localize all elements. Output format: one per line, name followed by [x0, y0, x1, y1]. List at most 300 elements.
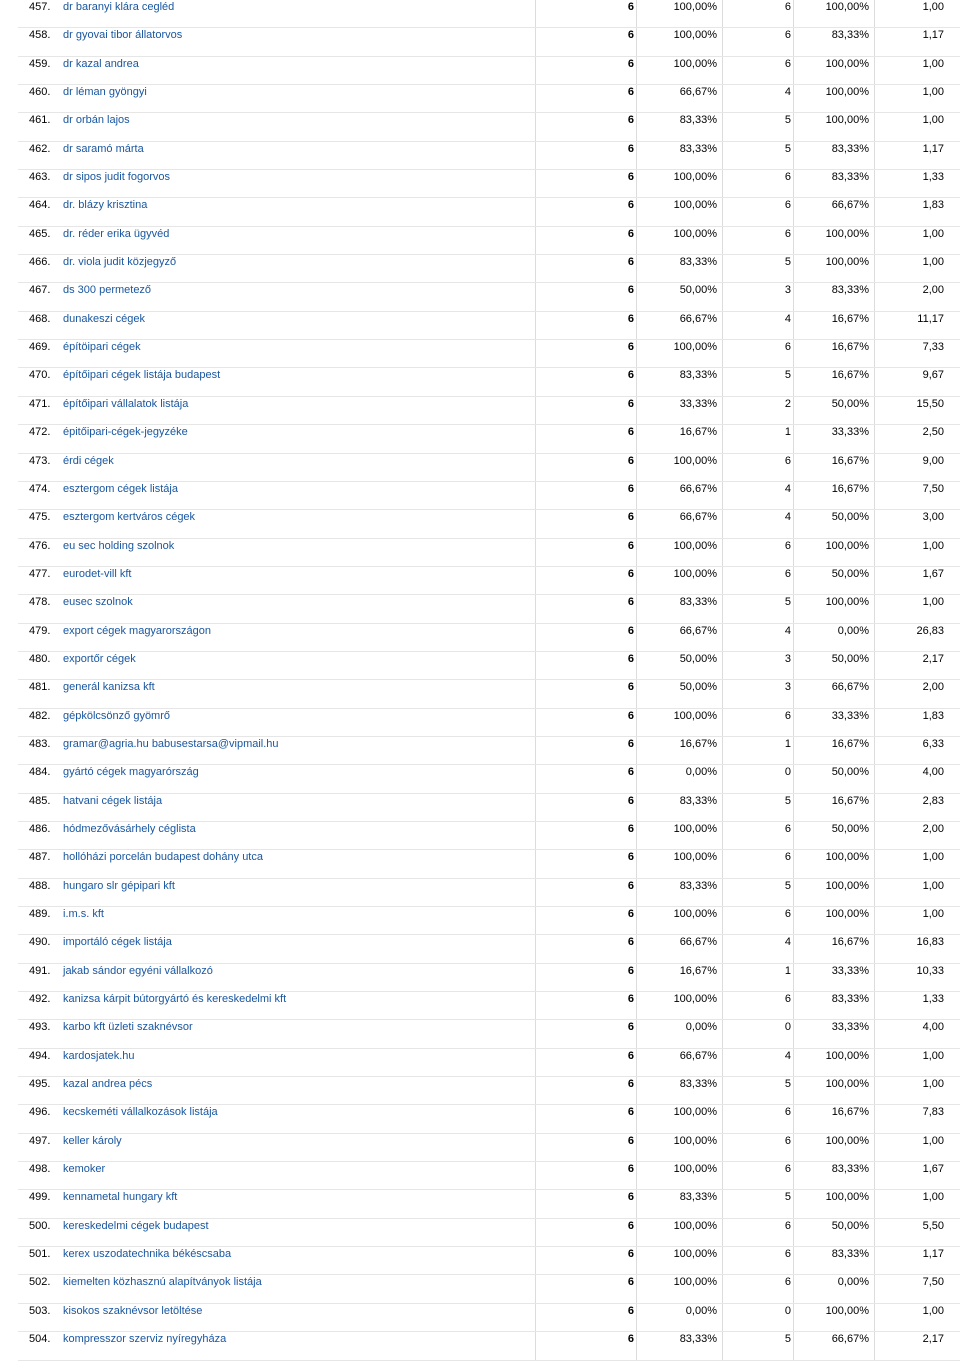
table-row — [18, 765, 960, 793]
keyword-link[interactable]: kanizsa kárpit bútorgyártó és kereskedelmi kft — [63, 993, 287, 1006]
keyword-link[interactable]: keller károly — [63, 1134, 122, 1147]
percent-1: 100,00% — [673, 1248, 717, 1261]
keyword-link[interactable]: esztergom kertváros cégek — [63, 511, 196, 524]
table-row — [18, 283, 960, 311]
table-row — [18, 1020, 960, 1048]
count-1-cell — [536, 850, 636, 877]
keyword-link-cell — [61, 1162, 536, 1189]
count-2: 4 — [784, 1049, 791, 1062]
percent-2: 83,33% — [831, 142, 869, 155]
table-row — [18, 397, 960, 425]
keyword-link[interactable]: gramar@agria.hu babusestarsa@vipmail.hu — [63, 737, 279, 750]
keyword-link-cell — [61, 454, 536, 481]
keyword-link[interactable]: ds 300 permetező — [63, 284, 152, 297]
keyword-link[interactable]: gyártó cégek magyarórszág — [63, 766, 199, 779]
value-cell — [875, 1190, 960, 1217]
count-1: 6 — [627, 1304, 634, 1317]
row-number: 473. — [29, 454, 51, 467]
value-cell — [875, 624, 960, 651]
count-1: 6 — [627, 1219, 634, 1232]
percent-2: 100,00% — [825, 1, 869, 13]
keyword-link-cell — [61, 624, 536, 651]
keyword-link[interactable]: kiemelten közhasznú alapítványok listája — [63, 1276, 262, 1289]
percent-1-cell — [636, 595, 723, 622]
keyword-link-cell — [61, 510, 536, 537]
count-1-cell — [536, 879, 636, 906]
keyword-link[interactable]: kisokos szaknévsor letöltése — [63, 1304, 203, 1317]
percent-2-cell — [793, 1332, 875, 1359]
percent-1: 100,00% — [673, 567, 717, 580]
count-1: 6 — [627, 936, 634, 949]
count-1-cell — [536, 1275, 636, 1302]
keyword-link[interactable]: érdi cégek — [63, 454, 114, 467]
keyword-stats-table — [18, 0, 960, 1361]
value: 1,17 — [922, 1248, 944, 1261]
keyword-link-cell — [61, 964, 536, 991]
percent-2-cell — [793, 340, 875, 367]
keyword-link[interactable]: kecskeméti vállalkozások listája — [63, 1106, 218, 1119]
value-cell — [875, 709, 960, 736]
percent-2: 33,33% — [831, 964, 869, 977]
row-number-cell — [18, 0, 61, 27]
keyword-link[interactable]: kemoker — [63, 1163, 106, 1176]
keyword-link[interactable]: építöipari cégek — [63, 341, 141, 354]
count-2: 6 — [784, 539, 791, 552]
percent-2: 66,67% — [831, 199, 869, 212]
table-row — [18, 794, 960, 822]
count-1-cell — [536, 510, 636, 537]
keyword-link[interactable]: dr kazal andrea — [63, 57, 139, 70]
row-number: 488. — [29, 879, 51, 892]
count-2-cell — [723, 567, 793, 594]
row-number: 468. — [29, 312, 51, 325]
value: 7,33 — [922, 341, 944, 354]
count-1-cell — [536, 28, 636, 55]
keyword-link[interactable]: kardosjatek.hu — [63, 1049, 135, 1062]
percent-2-cell — [793, 992, 875, 1019]
table-row — [18, 227, 960, 255]
keyword-link[interactable]: építőipari cégek listája budapest — [63, 369, 221, 382]
count-1-cell — [536, 454, 636, 481]
count-1-cell — [536, 198, 636, 225]
table-row — [18, 510, 960, 538]
row-number: 485. — [29, 794, 51, 807]
value: 2,83 — [922, 794, 944, 807]
value-cell — [875, 1304, 960, 1331]
percent-1-cell — [636, 198, 723, 225]
keyword-link[interactable]: dr orbán lajos — [63, 114, 130, 127]
count-2-cell — [723, 1162, 793, 1189]
percent-1-cell — [636, 737, 723, 764]
percent-2-cell — [793, 312, 875, 339]
count-2-cell — [723, 1190, 793, 1217]
table-row — [18, 255, 960, 283]
keyword-link[interactable]: generál kanizsa kft — [63, 681, 155, 694]
value-cell — [875, 1332, 960, 1359]
keyword-link[interactable]: eurodet-vill kft — [63, 567, 132, 580]
row-number: 496. — [29, 1106, 51, 1119]
value-cell — [875, 283, 960, 310]
count-2: 5 — [784, 794, 791, 807]
value-cell — [875, 737, 960, 764]
count-2-cell — [723, 312, 793, 339]
row-number: 457. — [29, 1, 51, 13]
row-number-cell — [18, 680, 61, 707]
row-number-cell — [18, 1105, 61, 1132]
count-2: 6 — [784, 993, 791, 1006]
percent-1: 16,67% — [679, 426, 717, 439]
count-1-cell — [536, 85, 636, 112]
row-number-cell — [18, 1020, 61, 1047]
percent-2-cell — [793, 1105, 875, 1132]
keyword-link-cell — [61, 312, 536, 339]
count-1: 6 — [627, 822, 634, 835]
count-2: 5 — [784, 1191, 791, 1204]
percent-2-cell — [793, 113, 875, 140]
keyword-link-cell — [61, 1190, 536, 1217]
value-cell — [875, 879, 960, 906]
percent-2: 50,00% — [831, 1219, 869, 1232]
keyword-link-cell — [61, 1247, 536, 1274]
percent-1-cell — [636, 964, 723, 991]
count-2-cell — [723, 368, 793, 395]
row-number-cell — [18, 595, 61, 622]
keyword-link[interactable]: kazal andrea pécs — [63, 1078, 153, 1091]
keyword-link[interactable]: esztergom cégek listája — [63, 482, 178, 495]
row-number: 476. — [29, 539, 51, 552]
count-2: 5 — [784, 114, 791, 127]
value: 1,83 — [922, 709, 944, 722]
percent-1-cell — [636, 1304, 723, 1331]
value: 15,50 — [916, 397, 944, 410]
value-cell — [875, 142, 960, 169]
count-1-cell — [536, 1049, 636, 1076]
keyword-link-cell — [61, 425, 536, 452]
keyword-link-cell — [61, 368, 536, 395]
keyword-link[interactable]: dr saramó márta — [63, 142, 144, 155]
percent-1-cell — [636, 454, 723, 481]
percent-1: 66,67% — [679, 482, 717, 495]
value-cell — [875, 794, 960, 821]
count-1-cell — [536, 624, 636, 651]
value: 9,00 — [922, 454, 944, 467]
keyword-link[interactable]: export cégek magyarországon — [63, 624, 211, 637]
value-cell — [875, 1105, 960, 1132]
value: 1,00 — [922, 596, 944, 609]
row-number: 497. — [29, 1134, 51, 1147]
count-2-cell — [723, 1247, 793, 1274]
count-2-cell — [723, 142, 793, 169]
count-1-cell — [536, 57, 636, 84]
percent-1-cell — [636, 397, 723, 424]
count-2: 6 — [784, 709, 791, 722]
percent-2: 16,67% — [831, 482, 869, 495]
row-number: 474. — [29, 482, 51, 495]
percent-2: 16,67% — [831, 312, 869, 325]
row-number-cell — [18, 765, 61, 792]
keyword-link[interactable]: dr gyovai tibor állatorvos — [63, 29, 183, 42]
row-number: 501. — [29, 1248, 51, 1261]
keyword-link-cell — [61, 1219, 536, 1246]
count-1-cell — [536, 312, 636, 339]
table-row — [18, 595, 960, 623]
row-number: 479. — [29, 624, 51, 637]
value: 2,17 — [922, 1333, 944, 1346]
keyword-link[interactable]: hódmezővásárhely céglista — [63, 822, 196, 835]
keyword-link-cell — [61, 1304, 536, 1331]
percent-2: 100,00% — [825, 1049, 869, 1062]
keyword-link[interactable]: kompresszor szerviz nyíregyháza — [63, 1333, 227, 1346]
count-2: 6 — [784, 1276, 791, 1289]
keyword-link-cell — [61, 1049, 536, 1076]
keyword-link[interactable]: exportőr cégek — [63, 652, 136, 665]
percent-1: 100,00% — [673, 171, 717, 184]
keyword-link[interactable]: épitőipari-cégek-jegyzéke — [63, 426, 188, 439]
keyword-link[interactable]: dr sipos judit fogorvos — [63, 171, 170, 184]
keyword-link[interactable]: jakab sándor egyéni vállalkozó — [63, 964, 213, 977]
row-number: 498. — [29, 1163, 51, 1176]
count-1-cell — [536, 567, 636, 594]
percent-1: 100,00% — [673, 1219, 717, 1232]
keyword-link-cell — [61, 652, 536, 679]
percent-1: 83,33% — [679, 142, 717, 155]
keyword-link[interactable]: dr léman gyöngyi — [63, 86, 147, 99]
percent-1-cell — [636, 368, 723, 395]
row-number-cell — [18, 737, 61, 764]
count-2-cell — [723, 907, 793, 934]
keyword-link[interactable]: gépkölcsönző gyömrő — [63, 709, 171, 722]
keyword-link[interactable]: kennametal hungary kft — [63, 1191, 178, 1204]
percent-2: 100,00% — [825, 879, 869, 892]
table-row — [18, 709, 960, 737]
value: 16,83 — [916, 936, 944, 949]
count-1: 6 — [627, 284, 634, 297]
keyword-link[interactable]: importáló cégek listája — [63, 936, 172, 949]
percent-1: 100,00% — [673, 341, 717, 354]
percent-2: 83,33% — [831, 993, 869, 1006]
percent-1-cell — [636, 340, 723, 367]
count-1: 6 — [627, 737, 634, 750]
count-2-cell — [723, 765, 793, 792]
value-cell — [875, 425, 960, 452]
row-number-cell — [18, 1275, 61, 1302]
percent-2-cell — [793, 964, 875, 991]
count-1-cell — [536, 964, 636, 991]
percent-2-cell — [793, 255, 875, 282]
value-cell — [875, 1219, 960, 1246]
keyword-link[interactable]: hungaro slr gépipari kft — [63, 879, 175, 892]
count-2-cell — [723, 0, 793, 27]
count-1: 6 — [627, 341, 634, 354]
percent-2-cell — [793, 850, 875, 877]
count-1: 6 — [627, 652, 634, 665]
count-1-cell — [536, 425, 636, 452]
count-1-cell — [536, 737, 636, 764]
count-2-cell — [723, 935, 793, 962]
value: 7,83 — [922, 1106, 944, 1119]
count-2: 1 — [784, 737, 791, 750]
count-1: 6 — [627, 511, 634, 524]
count-2-cell — [723, 595, 793, 622]
row-number: 494. — [29, 1049, 51, 1062]
percent-2: 100,00% — [825, 908, 869, 920]
keyword-link[interactable]: eu sec holding szolnok — [63, 539, 175, 552]
count-1-cell — [536, 992, 636, 1019]
keyword-link[interactable]: dr. réder erika ügyvéd — [63, 227, 170, 240]
value: 11,17 — [917, 312, 944, 325]
keyword-link[interactable]: karbo kft üzleti szaknévsor — [63, 1021, 193, 1034]
row-number: 472. — [29, 426, 51, 439]
row-number: 503. — [29, 1304, 51, 1317]
value: 1,00 — [922, 539, 944, 552]
count-2-cell — [723, 624, 793, 651]
count-1-cell — [536, 1134, 636, 1161]
count-2-cell — [723, 850, 793, 877]
count-1-cell — [536, 1247, 636, 1274]
count-1: 6 — [627, 227, 634, 240]
value: 1,00 — [922, 1049, 944, 1062]
percent-2: 83,33% — [831, 29, 869, 42]
row-number: 490. — [29, 936, 51, 949]
percent-2-cell — [793, 198, 875, 225]
keyword-link[interactable]: hollóházi porcelán budapest dohány utca — [63, 851, 263, 864]
count-2-cell — [723, 397, 793, 424]
row-number: 478. — [29, 596, 51, 609]
count-1: 6 — [627, 199, 634, 212]
percent-1: 100,00% — [673, 1106, 717, 1119]
percent-2: 16,67% — [831, 794, 869, 807]
row-number-cell — [18, 1162, 61, 1189]
percent-1-cell — [636, 283, 723, 310]
percent-1-cell — [636, 680, 723, 707]
count-2: 4 — [784, 624, 791, 637]
percent-1-cell — [636, 85, 723, 112]
count-1-cell — [536, 907, 636, 934]
value-cell — [875, 170, 960, 197]
percent-1: 100,00% — [673, 1134, 717, 1147]
keyword-link-cell — [61, 1020, 536, 1047]
percent-1: 100,00% — [673, 993, 717, 1006]
percent-1-cell — [636, 142, 723, 169]
value-cell — [875, 850, 960, 877]
keyword-link[interactable]: kereskedelmi cégek budapest — [63, 1219, 209, 1232]
count-2-cell — [723, 737, 793, 764]
percent-1-cell — [636, 1332, 723, 1359]
row-number-cell — [18, 964, 61, 991]
count-2: 0 — [784, 766, 791, 779]
count-1-cell — [536, 1105, 636, 1132]
table-row — [18, 624, 960, 652]
count-2: 6 — [784, 1134, 791, 1147]
percent-2: 100,00% — [825, 114, 869, 127]
count-1: 6 — [627, 142, 634, 155]
keyword-link[interactable]: építőipari vállalatok listája — [63, 397, 189, 410]
keyword-link[interactable]: dunakeszi cégek — [63, 312, 145, 325]
percent-1-cell — [636, 1134, 723, 1161]
count-2: 5 — [784, 596, 791, 609]
percent-1-cell — [636, 1049, 723, 1076]
keyword-link-cell — [61, 85, 536, 112]
table-row — [18, 425, 960, 453]
percent-2: 100,00% — [825, 1134, 869, 1147]
count-2-cell — [723, 992, 793, 1019]
value-cell — [875, 964, 960, 991]
percent-2: 100,00% — [825, 86, 869, 99]
count-2-cell — [723, 283, 793, 310]
keyword-link[interactable]: dr. blázy krisztina — [63, 199, 148, 212]
percent-1: 66,67% — [679, 936, 717, 949]
percent-2-cell — [793, 567, 875, 594]
row-number-cell — [18, 397, 61, 424]
row-number-cell — [18, 1134, 61, 1161]
keyword-link-cell — [61, 680, 536, 707]
row-number: 484. — [29, 766, 51, 779]
count-2-cell — [723, 1332, 793, 1359]
value: 1,00 — [922, 1078, 944, 1091]
count-1-cell — [536, 1219, 636, 1246]
count-2: 3 — [784, 652, 791, 665]
keyword-link[interactable]: hatvani cégek listája — [63, 794, 163, 807]
percent-1-cell — [636, 1247, 723, 1274]
percent-1-cell — [636, 1105, 723, 1132]
count-1-cell — [536, 0, 636, 27]
count-2: 3 — [784, 681, 791, 694]
value: 2,17 — [922, 652, 944, 665]
count-1: 6 — [627, 397, 634, 410]
keyword-link[interactable]: eusec szolnok — [63, 596, 133, 609]
count-1-cell — [536, 765, 636, 792]
row-number: 477. — [29, 567, 51, 580]
keyword-link-cell — [61, 57, 536, 84]
row-number-cell — [18, 28, 61, 55]
value-cell — [875, 1247, 960, 1274]
row-number-cell — [18, 992, 61, 1019]
percent-2: 16,67% — [831, 341, 869, 354]
row-number-cell — [18, 652, 61, 679]
keyword-link[interactable]: dr baranyi klára cegléd — [63, 1, 175, 13]
percent-1: 16,67% — [679, 737, 717, 750]
value: 7,50 — [922, 1276, 944, 1289]
percent-1: 83,33% — [679, 1333, 717, 1346]
value-cell — [875, 935, 960, 962]
row-number: 469. — [29, 341, 51, 354]
count-2: 1 — [784, 426, 791, 439]
value: 2,00 — [922, 284, 944, 297]
percent-1: 66,67% — [679, 624, 717, 637]
percent-1: 100,00% — [673, 1163, 717, 1176]
row-number: 480. — [29, 652, 51, 665]
count-2: 6 — [784, 1219, 791, 1232]
row-number-cell — [18, 510, 61, 537]
percent-1-cell — [636, 1275, 723, 1302]
keyword-link[interactable]: kerex uszodatechnika békéscsaba — [63, 1248, 232, 1261]
keyword-link-cell — [61, 709, 536, 736]
value: 1,67 — [922, 567, 944, 580]
row-number-cell — [18, 794, 61, 821]
count-2: 6 — [784, 57, 791, 70]
percent-1-cell — [636, 794, 723, 821]
count-1: 6 — [627, 567, 634, 580]
count-2: 5 — [784, 879, 791, 892]
percent-2: 83,33% — [831, 284, 869, 297]
row-number-cell — [18, 482, 61, 509]
value-cell — [875, 510, 960, 537]
percent-1: 50,00% — [679, 681, 717, 694]
keyword-link[interactable]: dr. viola judit közjegyző — [63, 256, 177, 269]
percent-2-cell — [793, 454, 875, 481]
percent-2: 50,00% — [831, 822, 869, 835]
keyword-link[interactable]: i.m.s. kft — [63, 908, 104, 920]
